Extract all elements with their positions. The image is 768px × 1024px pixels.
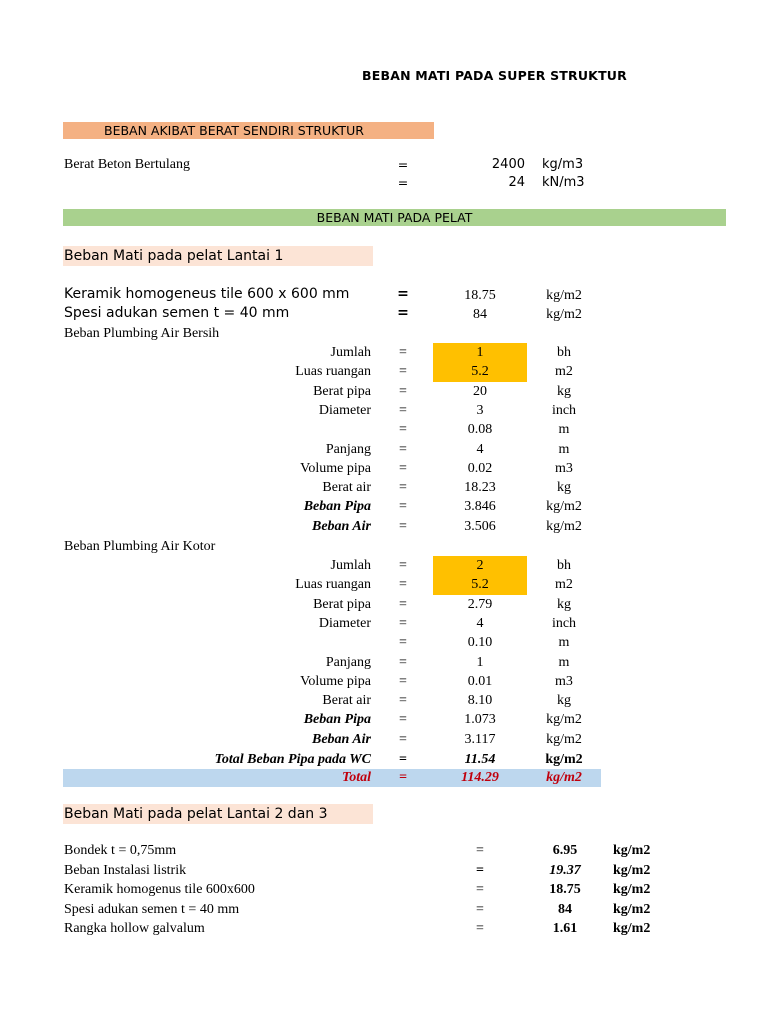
value-cell: 5.2 xyxy=(471,577,489,593)
row-label: Spesi adukan semen t = 40 mm xyxy=(64,305,290,321)
value-cell: 1 xyxy=(476,345,484,360)
equals-sign: = xyxy=(399,654,407,670)
equals-sign: = xyxy=(476,882,484,898)
equals-sign: = xyxy=(399,558,407,573)
section-heading: BEBAN MATI PADA PELAT xyxy=(316,210,473,225)
equals-sign: = xyxy=(399,441,407,457)
row-label: Beban Air xyxy=(312,731,371,747)
equals-sign: = xyxy=(399,693,407,709)
group-heading: Beban Plumbing Air Bersih xyxy=(64,326,220,341)
row-label: Bondek t = 0,75mm xyxy=(64,843,177,858)
value-cell: 1.61 xyxy=(552,921,578,937)
value-cell: 1.073 xyxy=(464,712,496,728)
row-label: Volume pipa xyxy=(300,460,371,476)
equals-sign: = xyxy=(399,752,407,767)
section-heading: BEBAN AKIBAT BERAT SENDIRI STRUKTUR xyxy=(104,123,364,138)
row-label: Volume pipa xyxy=(300,673,371,689)
value-cell: 6.95 xyxy=(552,843,578,858)
value-cell: 4 xyxy=(476,615,484,631)
unit-cell: kg/m2 xyxy=(613,882,651,898)
equals-sign: = xyxy=(399,402,407,418)
row-label: Berat pipa xyxy=(313,596,371,612)
equals-sign: = xyxy=(476,843,484,858)
value-cell: 3.117 xyxy=(464,731,496,747)
equals-sign: = xyxy=(399,345,407,360)
unit-cell: kN/m3 xyxy=(542,175,585,190)
equals-sign: = xyxy=(399,364,407,380)
unit-cell: m xyxy=(558,441,570,457)
value-cell: 24 xyxy=(508,175,525,190)
subsection-heading: Beban Mati pada pelat Lantai 1 xyxy=(64,248,284,264)
total-wc-value: 11.54 xyxy=(464,752,496,767)
unit-cell: inch xyxy=(551,402,577,418)
unit-cell: kg/m2 xyxy=(546,712,582,728)
unit-cell: kg/m2 xyxy=(546,518,582,534)
equals-sign: = xyxy=(397,175,409,190)
unit-cell: kg xyxy=(557,693,571,709)
value-cell: 2 xyxy=(476,558,484,573)
equals-sign: = xyxy=(399,731,407,747)
row-label: Luas ruangan xyxy=(295,364,371,380)
row-label: Beban Pipa xyxy=(303,499,371,515)
unit-cell: kg/m2 xyxy=(546,499,582,515)
subsection-heading: Beban Mati pada pelat Lantai 2 dan 3 xyxy=(64,806,328,822)
value-cell: 8.10 xyxy=(467,693,493,709)
value-cell: 3.846 xyxy=(464,499,496,515)
row-label: Berat pipa xyxy=(313,383,371,399)
value-cell: 2400 xyxy=(491,157,525,172)
row-label: Luas ruangan xyxy=(295,577,371,593)
unit-cell: kg xyxy=(557,383,571,399)
equals-sign: = xyxy=(397,157,409,172)
equals-sign: = xyxy=(399,770,407,785)
value-cell: 0.02 xyxy=(467,460,493,476)
equals-sign: = xyxy=(476,921,484,937)
unit-cell: kg/m2 xyxy=(613,843,651,858)
equals-sign: = xyxy=(399,480,407,496)
value-cell: 0.08 xyxy=(467,422,493,438)
value-cell: 84 xyxy=(473,307,487,322)
unit-cell: m3 xyxy=(555,460,573,476)
value-cell: 1 xyxy=(476,654,484,670)
value-cell: 4 xyxy=(476,441,484,457)
unit-cell: kg/m3 xyxy=(542,157,584,172)
unit-cell: kg/m2 xyxy=(546,307,582,322)
unit-cell: kg/m2 xyxy=(546,731,582,747)
row-label: Diameter xyxy=(318,615,371,631)
equals-sign: = xyxy=(397,305,409,321)
row-label: Jumlah xyxy=(330,345,371,360)
value-cell: 2.79 xyxy=(467,596,493,612)
row-label: Berat air xyxy=(322,480,371,496)
value-cell: 19.37 xyxy=(549,862,581,878)
value-cell: 0.01 xyxy=(467,673,493,689)
value-cell: 0.10 xyxy=(467,635,493,651)
equals-sign: = xyxy=(397,286,409,302)
total-label: Total xyxy=(341,770,371,785)
unit-cell: bh xyxy=(557,345,571,360)
unit-cell: kg xyxy=(557,480,571,496)
equals-sign: = xyxy=(399,596,407,612)
row-label: Jumlah xyxy=(330,558,371,573)
unit-cell: kg xyxy=(557,596,571,612)
total-value: 114.29 xyxy=(461,770,499,785)
value-cell: 18.75 xyxy=(549,882,581,898)
unit-cell: kg/m2 xyxy=(613,921,651,937)
value-cell: 20 xyxy=(473,383,487,399)
row-label: Beban Pipa xyxy=(303,712,371,728)
unit-cell: inch xyxy=(551,615,577,631)
value-cell: 18.23 xyxy=(464,480,496,496)
unit-cell: m xyxy=(558,654,570,670)
row-label: Beban Instalasi listrik xyxy=(64,862,187,878)
unit-cell: kg/m2 xyxy=(546,288,582,303)
equals-sign: = xyxy=(476,901,484,917)
unit-cell: m xyxy=(558,635,570,651)
row-label: Panjang xyxy=(325,654,371,670)
row-label: Rangka hollow galvalum xyxy=(64,921,205,937)
equals-sign: = xyxy=(399,422,407,438)
value-cell: 84 xyxy=(558,901,572,917)
equals-sign: = xyxy=(399,673,407,689)
equals-sign: = xyxy=(476,862,484,878)
row-label: Diameter xyxy=(318,402,371,418)
value-cell: 3 xyxy=(476,402,484,418)
row-label: Spesi adukan semen t = 40 mm xyxy=(64,901,240,917)
row-label: Panjang xyxy=(325,441,371,457)
equals-sign: = xyxy=(399,615,407,631)
equals-sign: = xyxy=(399,383,407,399)
row-label: Beban Air xyxy=(312,518,371,534)
row-label: Berat air xyxy=(322,693,371,709)
unit-cell: bh xyxy=(557,558,571,573)
equals-sign: = xyxy=(399,460,407,476)
value-cell: 3.506 xyxy=(464,518,496,534)
group-heading: Beban Plumbing Air Kotor xyxy=(64,539,216,554)
unit-cell: kg/m2 xyxy=(546,770,582,785)
row-label: Keramik homogeneus tile 600 x 600 mm xyxy=(64,286,350,302)
equals-sign: = xyxy=(399,518,407,534)
unit-cell: kg/m2 xyxy=(613,901,651,917)
unit-cell: m3 xyxy=(555,673,573,689)
unit-cell: m xyxy=(558,422,570,438)
unit-cell: kg/m2 xyxy=(613,862,651,878)
row-label: Keramik homogenus tile 600x600 xyxy=(64,882,255,898)
equals-sign: = xyxy=(399,577,407,593)
total-wc-label: Total Beban Pipa pada WC xyxy=(214,752,371,767)
row-label: Berat Beton Bertulang xyxy=(64,157,190,172)
unit-cell: m2 xyxy=(555,364,573,380)
page-title: BEBAN MATI PADA SUPER STRUKTUR xyxy=(362,68,627,83)
equals-sign: = xyxy=(399,712,407,728)
unit-cell: kg/m2 xyxy=(545,752,583,767)
value-cell: 5.2 xyxy=(471,364,489,380)
unit-cell: m2 xyxy=(555,577,573,593)
value-cell: 18.75 xyxy=(464,288,496,303)
equals-sign: = xyxy=(399,499,407,515)
equals-sign: = xyxy=(399,635,407,651)
